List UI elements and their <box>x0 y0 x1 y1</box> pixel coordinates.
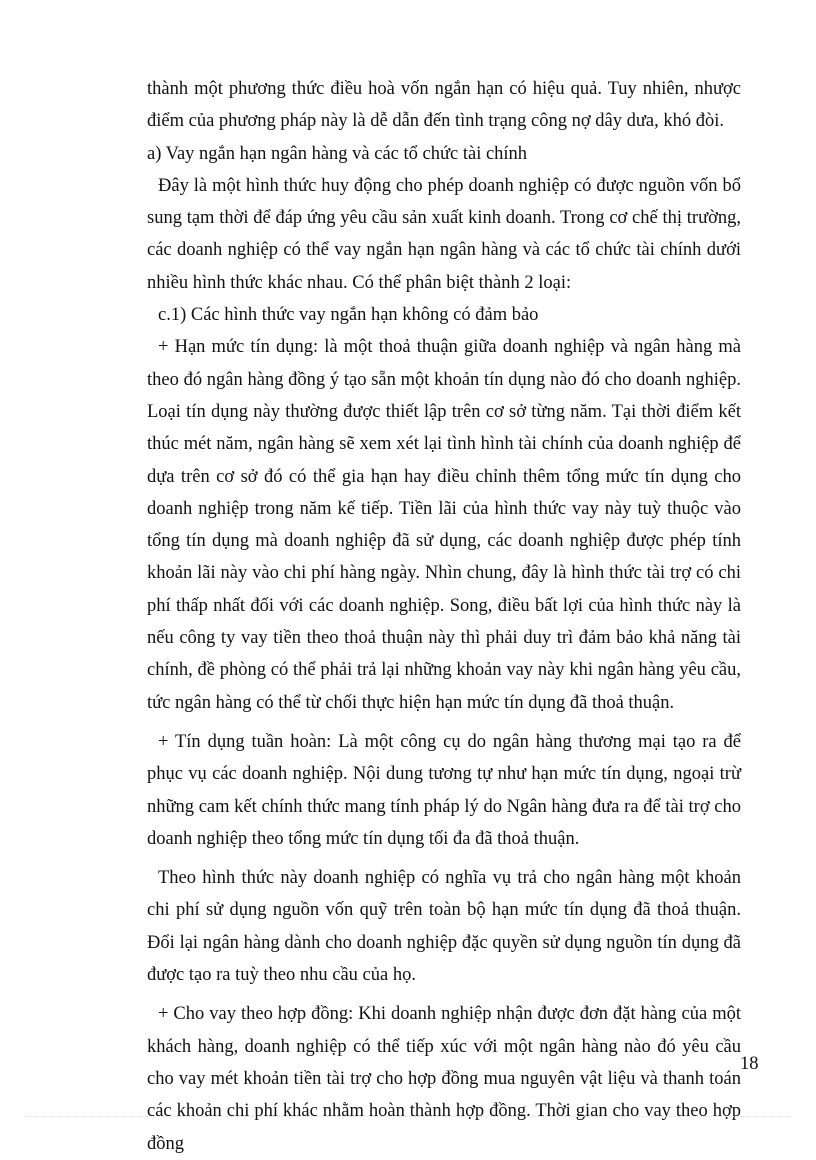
section-heading-a: a) Vay ngắn hạn ngân hàng và các tổ chức tài chính <box>147 143 528 164</box>
paragraph-obligation: Theo hình thức này doanh nghiệp có nghĩa vụ trả cho ngân hàng một khoản chi phí sử dụng nguồn vốn quỹ trên toàn bộ hạn mức tín dụng đã thoả thuận. Đổi lại ngân hàng dành cho doanh nghiệp đặc quyền sử dụng nguồn tín dụng đã được tạo ra tuỳ theo nhu cầu của họ. <box>147 868 741 986</box>
subsection-heading-c1: c.1) Các hình thức vay ngắn hạn không có đảm bảo <box>158 305 539 326</box>
paragraph-credit-line: + Hạn mức tín dụng: là một thoả thuận giữa doanh nghiệp và ngân hàng mà theo đó ngân hàng đồng ý tạo sẵn một khoản tín dụng nào đó cho doanh nghiệp. Loại tín dụng này thường được thiết lập trên cơ sở từng năm. Tại thời điểm kết thúc mét năm, ngân hàng sẽ xem xét lại tình hình tài chính của doanh nghiệp để dựa trên cơ sở đó có thể gia hạn hay điều chỉnh thêm tổng mức tín dụng cho doanh nghiệp trong năm kế tiếp. Tiền lãi của hình thức vay này tuỳ thuộc vào tổng tín dụng mà doanh nghiệp đã sử dụng, các doanh nghiệp được phép tính khoản lãi này vào chi phí hàng ngày. Nhìn chung, đây là hình thức tài trợ có chi phí thấp nhất đối với các doanh nghiệp. Song, điều bất lợi của hình thức này là nếu công ty vay tiền theo thoả thuận này thì phải duy trì đảm bảo khả năng tài chính, đề phòng có thể phải trả lại những khoản vay này khi ngân hàng yêu cầu, tức ngân hàng có thể từ chối thực hiện hạn mức tín dụng đã thoả thuận. <box>147 337 741 713</box>
body-text <box>147 73 741 1160</box>
paragraph-contract-loan: + Cho vay theo hợp đồng: Khi doanh nghiệp nhận được đơn đặt hàng của một khách hàng, doanh nghiệp có thể tiếp xúc với một ngân hàng nào đó yêu cầu cho vay mét khoản tiền tài trợ cho hợp đồng mua nguyên vật liệu và thanh toán các khoản chi phí khác nhằm hoàn thành hợp đồng. Thời gian cho vay theo hợp đồng <box>147 1004 741 1154</box>
paragraph-intro: Đây là một hình thức huy động cho phép doanh nghiệp có được nguồn vốn bổ sung tạm thời để đáp ứng yêu cầu sản xuất kinh doanh. Trong cơ chế thị trường, các doanh nghiệp có thể vay ngắn hạn ngân hàng và các tổ chức tài chính dưới nhiều hình thức khác nhau. Có thể phân biệt thành 2 loại: <box>147 175 741 293</box>
page-bottom-divider <box>24 1116 792 1117</box>
paragraph-revolving-credit: + Tín dụng tuần hoàn: Là một công cụ do ngân hàng thương mại tạo ra để phục vụ các doanh nghiệp. Nội dung tương tự như hạn mức tín dụng, ngoại trừ những cam kết chính thức mang tính pháp lý do Ngân hàng đưa ra để tài trợ cho doanh nghiệp theo tổng mức tín dụng tối đa đã thoả thuận. <box>147 731 741 849</box>
page-number: 18 <box>740 1054 759 1074</box>
paragraph-continuation: thành một phương thức điều hoà vốn ngắn hạn có hiệu quả. Tuy nhiên, nhược điểm của phương pháp này là dễ dẫn đến tình trạng công nợ dây dưa, khó đòi. <box>147 79 741 132</box>
